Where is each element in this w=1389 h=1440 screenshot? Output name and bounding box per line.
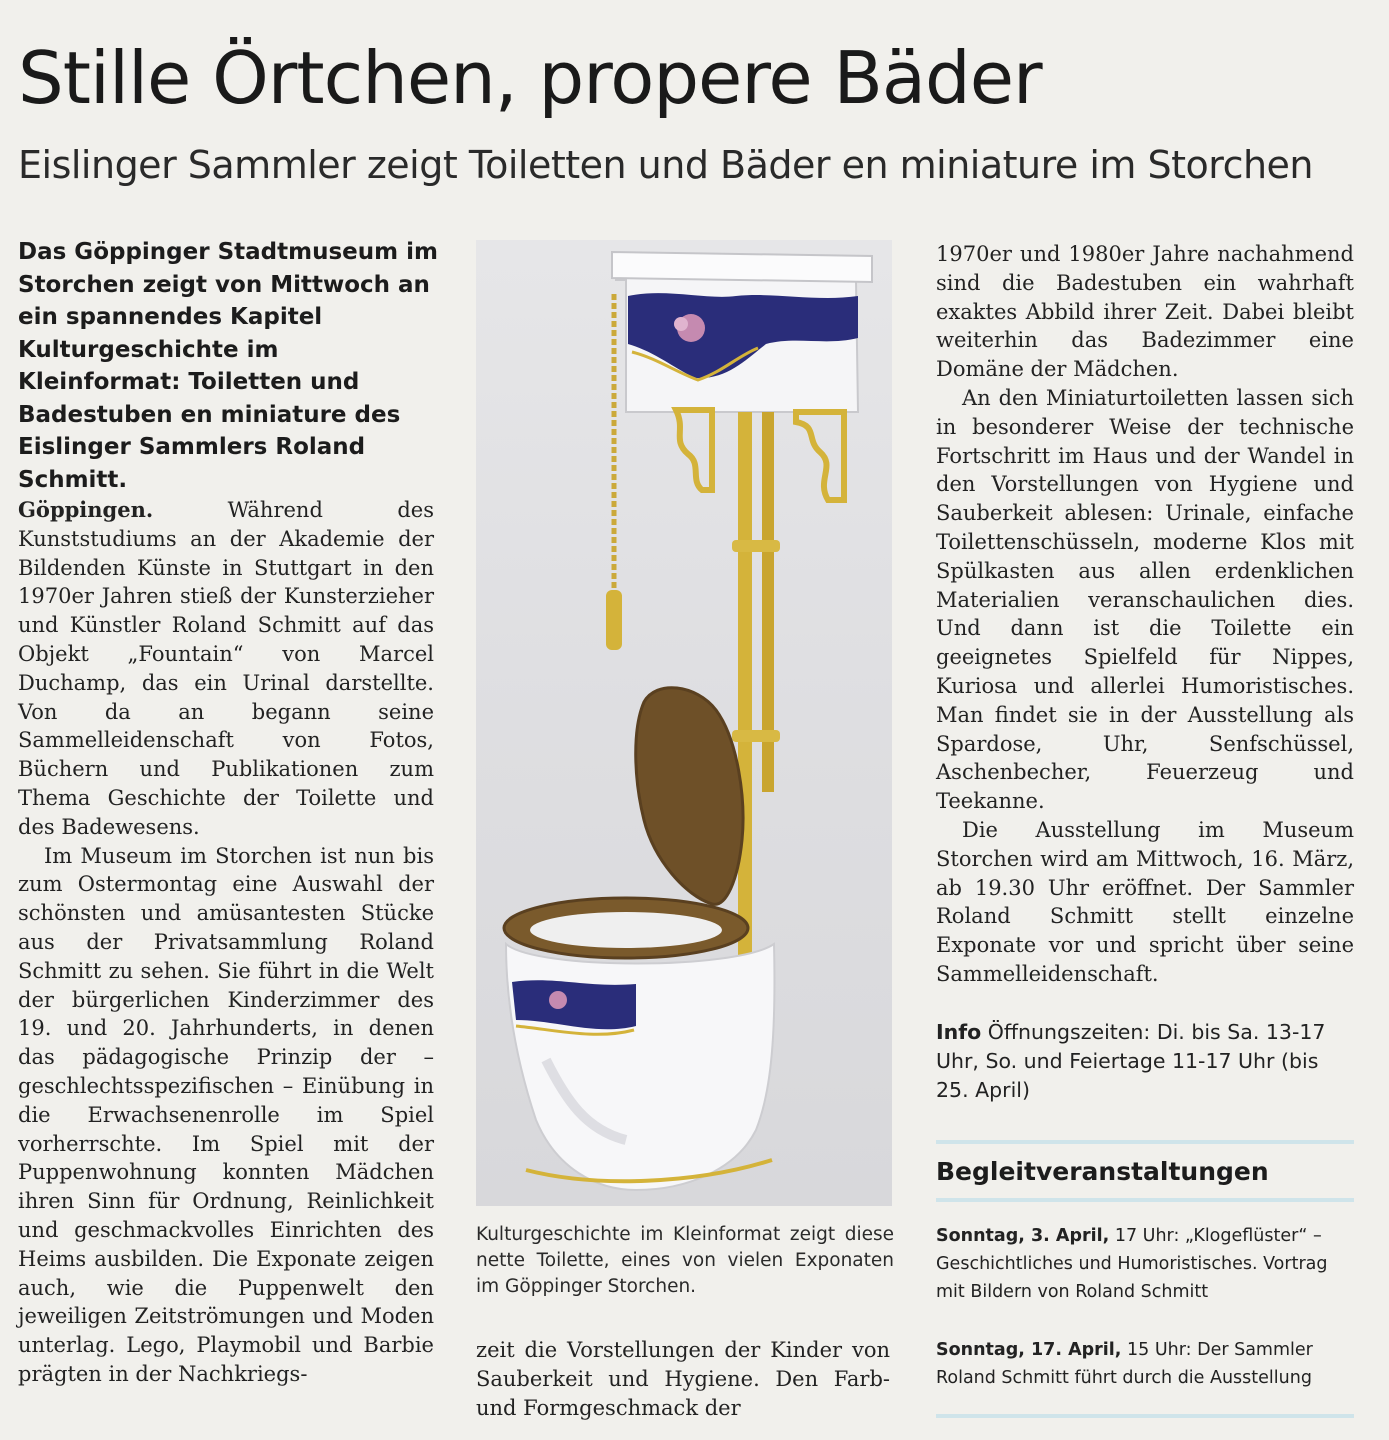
event-date: Sonntag, 17. April, (936, 1340, 1122, 1360)
info-box (936, 1018, 1356, 1105)
headline: Stille Örtchen, propere Bäder (18, 36, 1042, 120)
info-text: Öffnungszeiten: Di. bis Sa. 13-17 Uhr, So. und Feiertage 11-17 Uhr (bis 25. April) (936, 1020, 1326, 1102)
body-paragraph: Die Ausstellung im Museum Storchen wird am Mittwoch, 16. März, ab 19.30 Uhr eröffnet. Der Sammler Roland Schmitt stellt einzelne Exponate vor und spricht über seine Sammelleidenschaft. (936, 817, 1354, 986)
article-column-3 (936, 240, 1354, 989)
event-text: 15 Uhr: Der Sammler Roland Schmitt führt durch die Ausstellung (936, 1340, 1313, 1388)
body-paragraph: 1970er und 1980er Jahre nachahmend sind die Badestuben ein wahrhaft exaktes Abbild ihrer Zeit. Dabei bleibt weiterhin das Badezimmer eine Domäne der Mädchen. (936, 242, 1354, 382)
photo-caption: Kulturgeschichte im Kleinformat zeigt diese nette Toilette, eines von vielen Exponaten im Göppinger Storchen. (476, 1224, 894, 1297)
divider-rule (936, 1140, 1354, 1144)
body-paragraph: Im Museum im Storchen ist nun bis zum Ostermontag eine Auswahl der schönsten und amüsantesten Stücke aus der Privatsammlung Roland Schmitt zu sehen. Sie führt in die Welt der bürgerlichen Kinderzimmer des 19. und 20. Jahrhunderts, in denen das pädagogische Prinzip der – geschlechtsspezifischen – Einübung in die Erwachsenenrolle im Spiel vorherrschte. Im Spiel mit der Puppenwohnung konnten Mädchen ihren Sinn für Ordnung, Reinlichkeit und geschmackvolles Einrichten des Heims ausbilden. Die Exponate zeigen auch, wie die Puppenwelt den jeweiligen Zeitströmungen und Moden unterlag. Lego, Playmobil und Barbie prägten in der Nachkriegs- (18, 843, 434, 1386)
article-column-2 (476, 1336, 890, 1422)
event-date: Sonntag, 3. April, (936, 1226, 1110, 1246)
body-text: Während des Kunststudiums an der Akademie der Bildenden Künste in Stuttgart in den 1970er Jahren stieß der Kunsterzieher und Künstler Roland Schmitt auf das Objekt „Fountain“ von Marcel Duchamp, das ein Urinal darstellte. Von da an begann seine Sammelleidenschaft von Fotos, Büchern und Publikationen zum Thema Geschichte der Toilette und des Badewesens. (18, 498, 434, 839)
lead-paragraph: Das Göppinger Stadtmuseum im Storchen zeigt von Mittwoch an ein spannendes Kapitel Kulturgeschichte im Kleinformat: Toiletten und Badestuben en miniature des Eislinger Sammlers Roland Schmitt. (18, 239, 438, 493)
event-item (936, 1336, 1356, 1392)
event-item (936, 1222, 1356, 1306)
subheadline: Eislinger Sammler zeigt Toiletten und Bäder en miniature im Storchen (18, 143, 1314, 187)
info-label: Info (936, 1020, 982, 1044)
body-paragraph (18, 496, 434, 842)
divider-rule (936, 1198, 1354, 1202)
divider-rule (936, 1414, 1354, 1418)
toilet-photo (476, 240, 892, 1206)
body-paragraph: An den Miniaturtoiletten lassen sich in besonderer Weise der technische Fortschritt im Haus und der Wandel in den Vorstellungen von Hygiene und Sauberkeit ablesen: Urinale, einfache Toilettenschüsseln, moderne Klos mit Spülkasten aus allen erdenklichen Materialien veranschaulichen dies. Und dann ist die Toilette ein geeignetes Spielfeld für Nippes, Kuriosa und allerlei Humoristisches. Man findet sie in der Ausstellung als Spardose, Uhr, Senfschüssel, Aschenbecher, Feuerzeug und Teekanne. (936, 385, 1354, 814)
body-paragraph: zeit die Vorstellungen der Kinder von Sauberkeit und Hygiene. Den Farb- und Formgeschmack der (476, 1338, 890, 1420)
toilet-illustration (476, 240, 892, 1206)
dateline: Göppingen. (18, 497, 154, 522)
event-text: 17 Uhr: „Klogeflüster“ – Geschichtliches und Humoristisches. Vortrag mit Bildern von Roland Schmitt (936, 1226, 1328, 1302)
events-title: Begleitveranstaltungen (936, 1157, 1269, 1186)
article-column-1 (18, 496, 434, 1389)
